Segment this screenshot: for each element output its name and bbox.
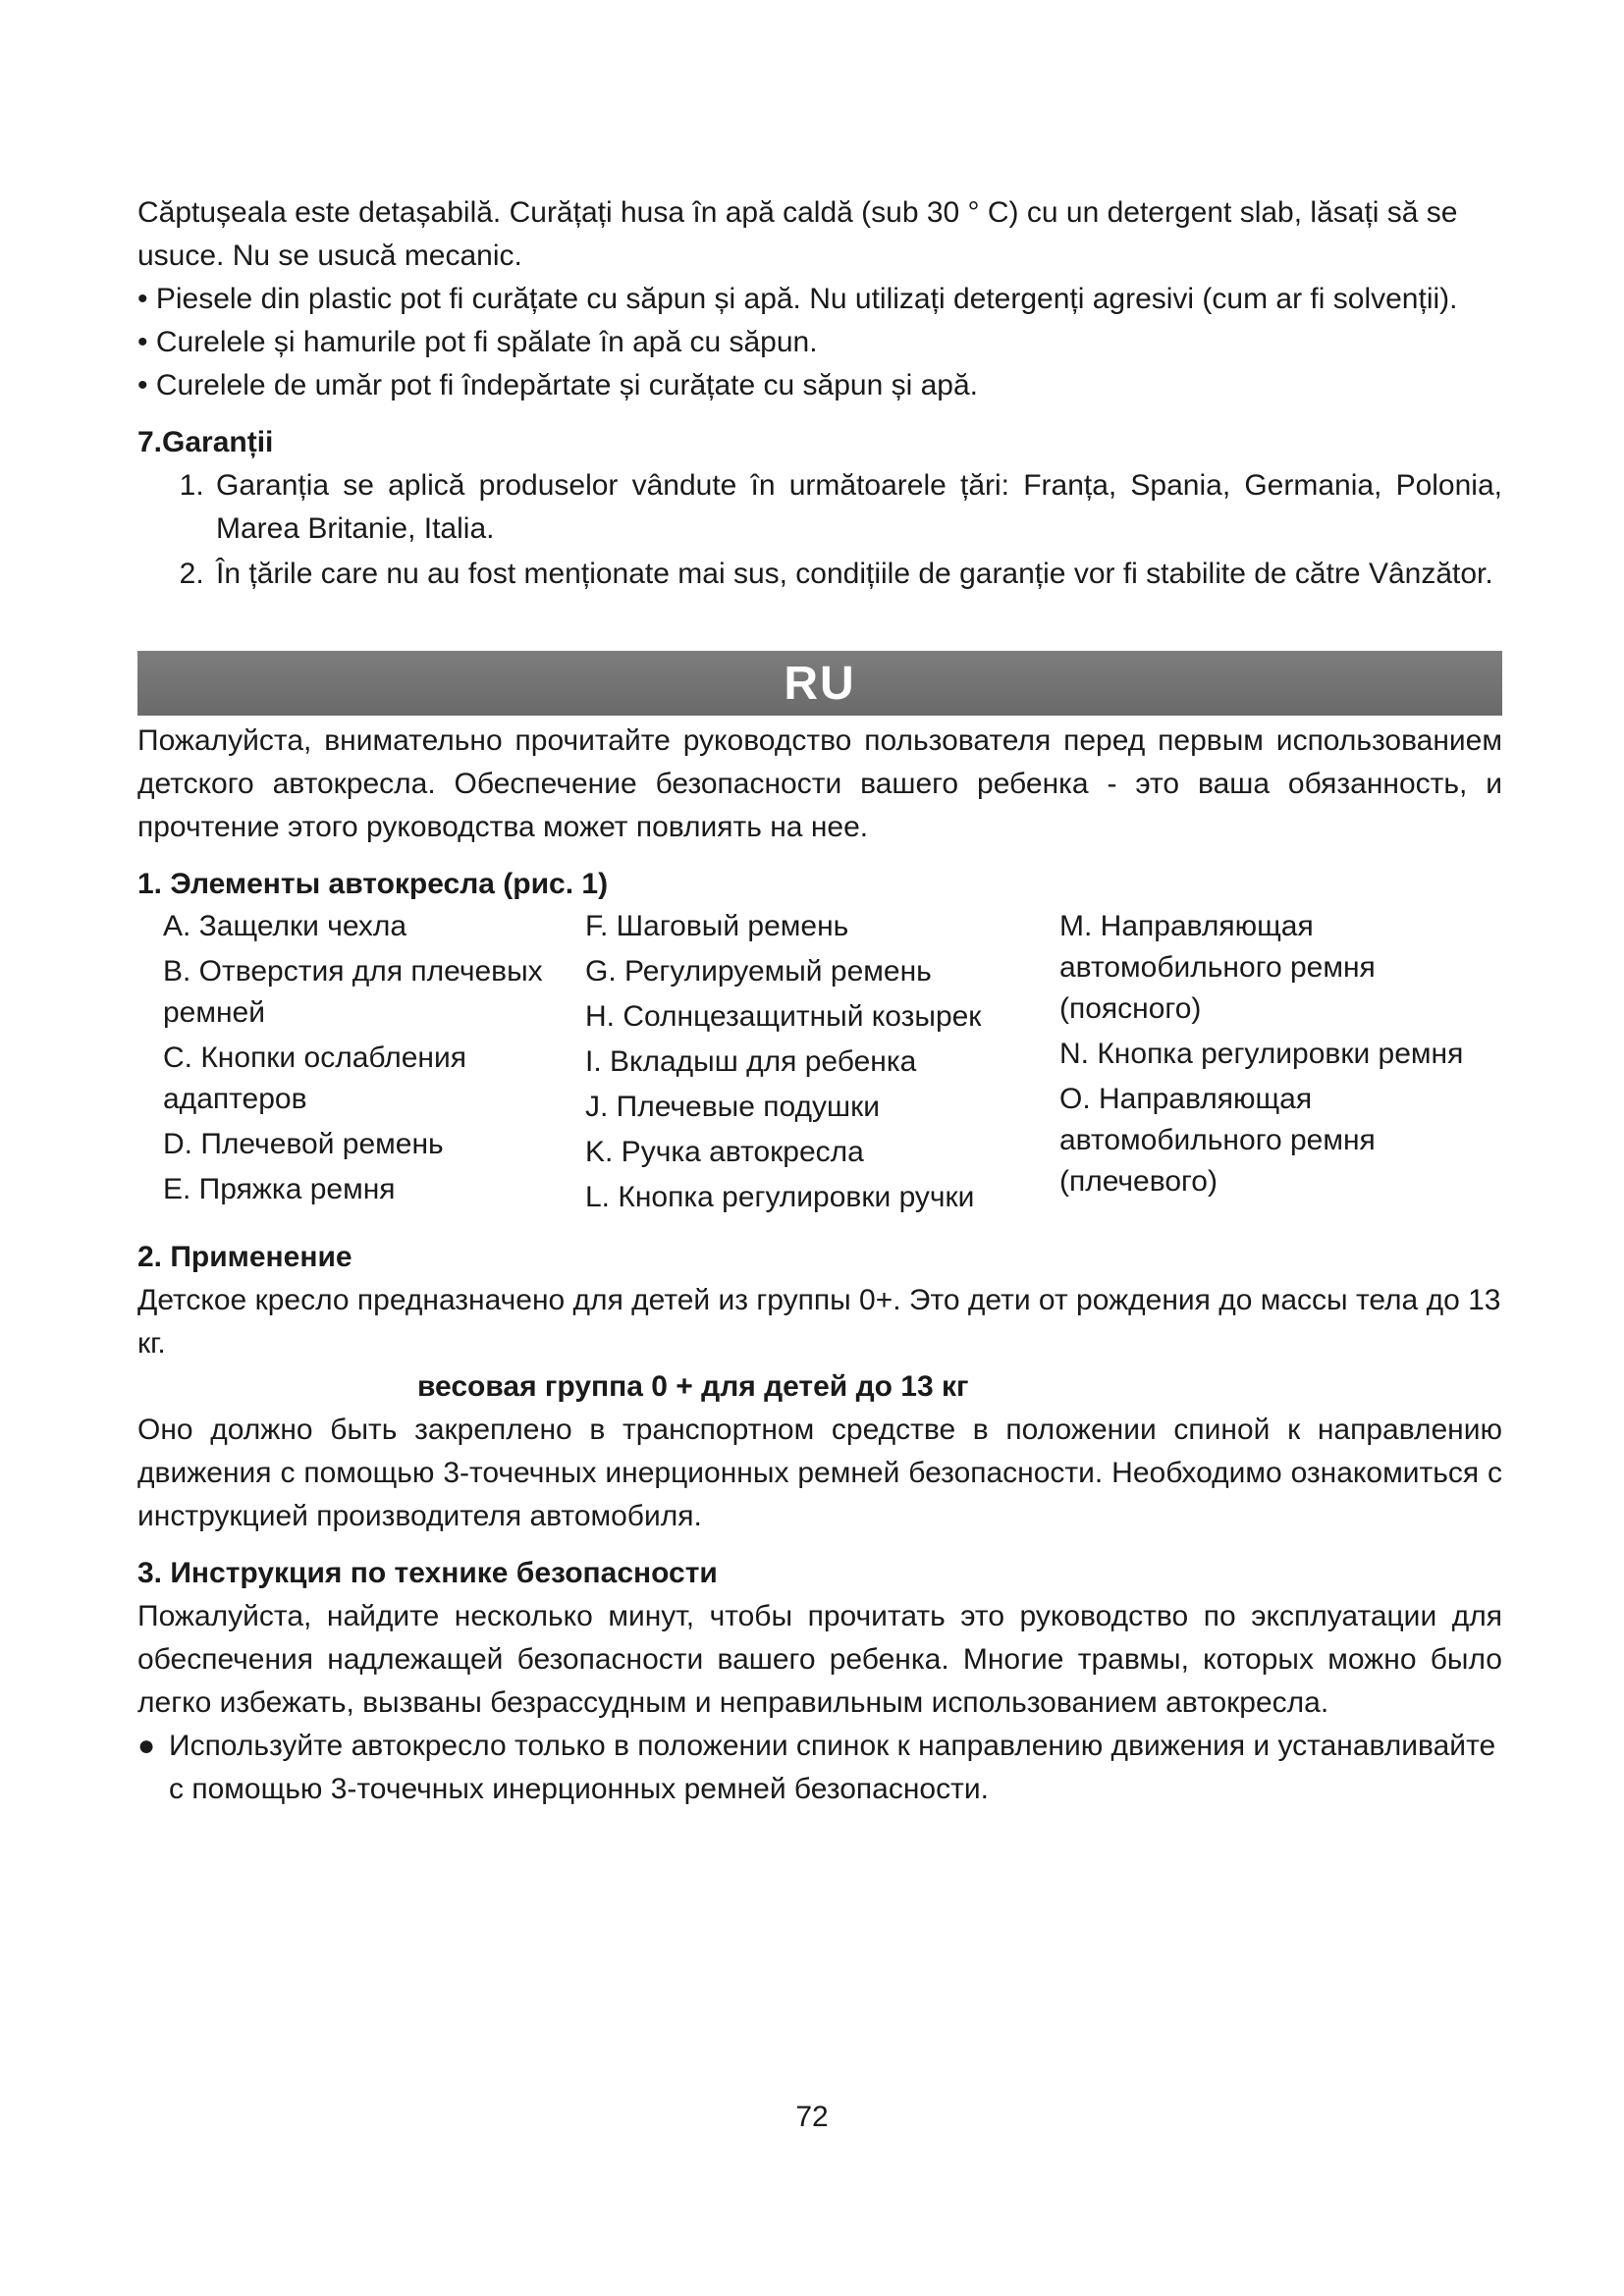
element-item: N. Кнопка регулировки ремня <box>1059 1038 1464 1070</box>
element-item: M. Направляющая автомобильного ремня (поясного) <box>1059 910 1376 1025</box>
element-item: O. Направляющая автомобильного ремня (плечевого) <box>1059 1083 1376 1198</box>
language-banner-label: RU <box>784 657 856 710</box>
bullet-dot-icon: ● <box>137 1730 156 1762</box>
page-content <box>137 191 1502 1811</box>
element-item: F. Шаговый ремень <box>585 910 849 942</box>
element-item: J. Плечевые подушки <box>585 1091 880 1123</box>
element-item: L. Кнопка регулировки ручки <box>585 1181 975 1213</box>
element-item: G. Регулируемый ремень <box>585 955 932 988</box>
ru-section3-bullet-text: Используйте автокресло только в положении спинок к направлению движения и устанавливайте с помощью 3-точечных инерционных ремней безопасности. <box>169 1730 1496 1805</box>
ru-section2-heading: 2. Применение <box>137 1241 352 1273</box>
ro-warranty-heading: 7.Garanții <box>137 426 274 458</box>
element-item: I. Вкладыш для ребенка <box>585 1045 917 1078</box>
ru-intro: Пожалуйста, внимательно прочитайте руководство пользователя перед первым использованием детского автокресла. Обеспечение безопасности вашего ребенка - это ваша обязанность, и прочтение этого руководства может повлиять на нее. <box>137 724 1502 843</box>
ro-warranty-list <box>137 464 1502 596</box>
ru-section2-p1: Детское кресло предназначено для детей из группы 0+. Это дети от рождения до массы тела до 13 кг. <box>137 1284 1501 1360</box>
elements-list <box>137 906 1502 1222</box>
ru-section3-p1: Пожалуйста, найдите несколько минут, чтобы прочитать это руководство по эксплуатации для обеспечения надлежащей безопасности вашего ребенка. Многие травмы, которых можно было легко избежать, вызваны безрассудным и неправильным использованием автокресла. <box>137 1600 1502 1719</box>
ru-section1-heading: 1. Элементы автокресла (рис. 1) <box>137 868 609 900</box>
element-item: E. Пряжка ремня <box>163 1173 396 1205</box>
element-item: C. Кнопки ослабления адаптеров <box>163 1041 466 1115</box>
element-item: K. Ручка автокресла <box>585 1136 864 1168</box>
elements-column-1 <box>163 906 585 1222</box>
element-item: D. Плечевой ремень <box>163 1128 444 1160</box>
ru-section3-bullet <box>137 1725 1502 1811</box>
ro-warranty-item: 1. Garanția se aplică produselor vândute în următoarele țări: Franța, Spania, Germania, Polonia, Marea Britanie, Italia. <box>212 464 1502 551</box>
ru-section2-bold: весовая группа 0 + для детей до 13 кг <box>417 1370 969 1403</box>
page-number: 72 <box>795 2101 829 2133</box>
ro-care-paragraph: Căptușeala este detașabilă. Curățați husa în apă caldă (sub 30 ° C) cu un detergent slab, lăsați să se usuce. Nu se usucă mecanic. <box>137 196 1458 272</box>
ro-bullet-shoulder: • Curelele de umăr pot fi îndepărtate și curățate cu săpun și apă. <box>137 369 978 401</box>
ro-bullet-plastic: • Piesele din plastic pot fi curățate cu săpun și apă. Nu utilizați detergenți agresivi (cum ar fi solvenții). <box>137 283 1458 315</box>
element-item: A. Защелки чехла <box>163 910 407 942</box>
element-item: B. Отверстия для плечевых ремней <box>163 955 543 1029</box>
elements-column-3 <box>1059 906 1472 1222</box>
ru-section3-heading: 3. Инструкция по технике безопасности <box>137 1557 718 1589</box>
language-banner <box>137 651 1502 716</box>
ro-warranty-item: 2. În țările care nu au fost menționate mai sus, condițiile de garanție vor fi stabilite de către Vânzător. <box>212 553 1502 596</box>
elements-column-2 <box>585 906 1059 1222</box>
element-item: H. Солнцезащитный козырек <box>585 1000 982 1033</box>
ru-section2-p2: Оно должно быть закреплено в транспортном средстве в положении спиной к направлению движения с помощью 3-точечных инерционных ремней безопасности. Необходимо ознакомиться с инструкцией производителя автомобиля. <box>137 1414 1502 1532</box>
ro-bullet-straps: • Curelele și hamurile pot fi spălate în apă cu săpun. <box>137 326 818 358</box>
